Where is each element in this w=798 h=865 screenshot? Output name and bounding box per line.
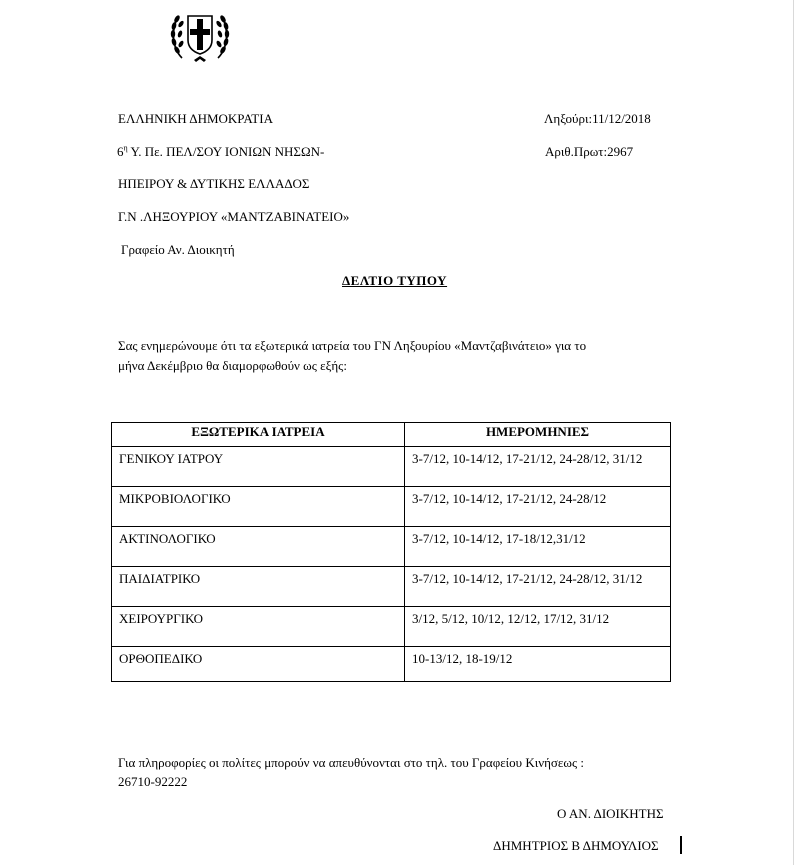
clinic-name: ΠΑΙΔΙΑΤΡΙΚΟ — [112, 567, 405, 607]
table-row — [112, 447, 671, 487]
header-office: Γραφείο Αν. Διοικητή — [121, 242, 235, 257]
text-cursor — [680, 836, 682, 854]
clinic-name: ΓΕΝΙΚΟΥ ΙΑΤΡΟΥ — [112, 447, 405, 487]
greek-coat-of-arms-icon — [168, 4, 232, 66]
clinic-name: ΑΚΤΙΝΟΛΟΓΙΚΟ — [112, 527, 405, 567]
page-edge-rule — [793, 0, 794, 865]
place-date: Ληξούρι:11/12/2018 — [544, 111, 651, 126]
header-region-text: Υ. Πε. ΠΕΛ/ΣΟΥ ΙΟΝΙΩΝ ΝΗΣΩΝ- — [130, 144, 325, 159]
table-header-dates: ΗΜΕΡΟΜΗΝΙΕΣ — [405, 423, 671, 447]
clinic-name: ΜΙΚΡΟΒΙΟΛΟΓΙΚΟ — [112, 487, 405, 527]
table-row — [112, 607, 671, 647]
clinic-dates: 3-7/12, 10-14/12, 17-21/12, 24-28/12 — [405, 487, 671, 527]
info-phone: 26710-92222 — [118, 774, 188, 789]
signatory-name: ΔΗΜΗΤΡΙΟΣ Β ΔΗΜΟΥΛΙΟΣ — [493, 838, 659, 853]
page-title: ΔΕΛΤΙΟ ΤΥΠΟΥ — [342, 273, 448, 288]
clinic-name: ΟΡΘΟΠΕΔΙΚΟ — [112, 647, 405, 682]
intro-line-2: μήνα Δεκέμβριο θα διαμορφωθούν ως εξής: — [118, 358, 347, 373]
clinic-dates: 3-7/12, 10-14/12, 17-21/12, 24-28/12, 31/12 — [405, 447, 671, 487]
table-header-row — [112, 423, 671, 447]
clinic-dates: 3-7/12, 10-14/12, 17-18/12,31/12 — [405, 527, 671, 567]
table-row — [112, 487, 671, 527]
clinic-dates: 3-7/12, 10-14/12, 17-21/12, 24-28/12, 31/12 — [405, 567, 671, 607]
clinic-dates: 3/12, 5/12, 10/12, 12/12, 17/12, 31/12 — [405, 607, 671, 647]
clinics-table — [111, 422, 671, 682]
table-header-clinics: ΕΞΩΤΕΡΙΚΑ ΙΑΤΡΕΙΑ — [112, 423, 405, 447]
header-region-number: 6 — [117, 144, 124, 159]
signatory-title: Ο ΑΝ. ΔΙΟΙΚΗΤΗΣ — [557, 806, 664, 821]
info-line-1: Για πληροφορίες οι πολίτες μπορούν να απευθύνονται στο τηλ. του Γραφείου Κινήσεως : — [118, 755, 584, 770]
header-region-cont: ΗΠΕΙΡΟΥ & ΔΥΤΙΚΗΣ ΕΛΛΑΔΟΣ — [118, 176, 310, 191]
header-republic: ΕΛΛΗΝΙΚΗ ΔΗΜΟΚΡΑΤΙΑ — [118, 111, 273, 126]
clinic-dates: 10-13/12, 18-19/12 — [405, 647, 671, 682]
header-region — [117, 144, 324, 160]
table-row — [112, 567, 671, 607]
clinic-name: ΧΕΙΡΟΥΡΓΙΚΟ — [112, 607, 405, 647]
intro-line-1: Σας ενημερώνουμε ότι τα εξωτερικά ιατρεία του ΓΝ Ληξουρίου «Μαντζαβινάτειο» για το — [118, 338, 587, 353]
header-hospital: Γ.Ν .ΛΗΞΟΥΡΙΟΥ «ΜΑΝΤΖΑΒΙΝΑΤΕΙΟ» — [118, 209, 350, 224]
protocol-number: Αριθ.Πρωτ:2967 — [545, 144, 634, 159]
table-row — [112, 527, 671, 567]
table-row — [112, 647, 671, 682]
header-region-sup: η — [123, 143, 128, 153]
